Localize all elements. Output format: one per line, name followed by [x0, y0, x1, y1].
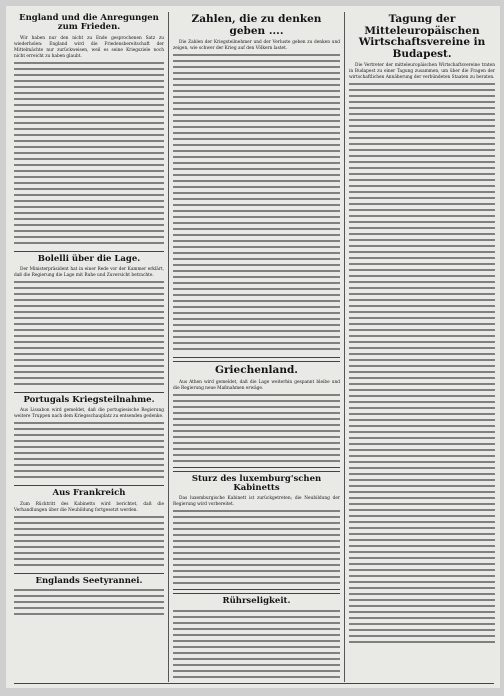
divider — [14, 573, 164, 574]
column-divider — [168, 12, 169, 682]
article-headline: Sturz des luxemburg'schen Kabinetts — [191, 473, 322, 493]
right-column — [349, 12, 495, 682]
article-paragraph: Aus Athen wird gemeldet, daß die Lage weiterhin gespannt bleibe und die Regierung neue Maßnahmen erwäge. — [173, 379, 340, 391]
article-paragraph: Der Ministerpräsident hat in einer Rede vor der Kammer erklärt, daß die Regierung die Lage mit Ruhe und Zuversicht betrachte. — [14, 267, 164, 279]
bottom-rule — [14, 683, 494, 684]
column-divider — [344, 12, 345, 682]
article-paragraph: Die Vertreter der mitteleuropäischen Wirtschaftsvereine traten in Budapest zu einer Tagung zusammen, um über die Fragen der wirtschaftlichen Annäherung der verbündeten Staaten zu beraten. — [349, 63, 495, 81]
article-body-text — [349, 83, 495, 643]
article-paragraph: Zum Rücktritt des Kabinetts wird berichtet, daß die Verhandlungen über die Neubildung fortgesetzt werden. — [14, 501, 164, 513]
divider — [14, 392, 164, 393]
divider — [14, 251, 164, 252]
article-headline: Englands Seetyrannei. — [35, 575, 143, 586]
divider — [173, 357, 340, 362]
newspaper-page — [6, 6, 500, 688]
article-headline: Rührseligkeit. — [222, 596, 291, 607]
left-column — [14, 12, 164, 682]
article-headline: England und die Anregungen zum Frieden. — [19, 13, 159, 33]
article-body-text — [173, 54, 340, 354]
article-paragraph: Wir haben nur den nicht zu Ende gesprochenen Satz zu wiederholen: England wird die Friedensbereitschaft der Mittelmächte nur zurückweisen, weil es seine Kriegsziele noch nicht erreicht zu haben glaubt. — [14, 35, 164, 59]
divider — [173, 467, 340, 472]
article-paragraph: Die Zahlen der Kriegsteilnehmer und der Verluste geben zu denken und zeigen, wie schwer der Krieg auf den Völkern lastet. — [173, 40, 340, 52]
article-paragraph: Das luxemburgische Kabinett ist zurückgetreten; die Neubildung der Regierung wird vorbereitet. — [173, 496, 340, 508]
article-headline: Zahlen, die zu denken geben .... — [191, 13, 322, 37]
article-headline: Aus Frankreich — [52, 488, 126, 499]
article-body-text — [14, 281, 164, 389]
article-body-text — [173, 510, 340, 586]
article-body-text — [14, 589, 164, 619]
article-body-text — [173, 394, 340, 464]
article-headline: Portugals Kriegsteilnahme. — [23, 395, 155, 406]
article-body-text — [14, 62, 164, 248]
article-headline: Tagung der Mitteleuropäischen Wirtschaftsvereine in Budapest. — [358, 13, 486, 60]
middle-column — [173, 12, 340, 682]
article-body-text — [14, 516, 164, 570]
article-headline: Griechenland. — [215, 364, 298, 377]
article-headline: Bolelli über die Lage. — [37, 253, 141, 264]
article-paragraph: Aus Lissabon wird gemeldet, daß die portugiesische Regierung weitere Truppen nach dem Kriegsschauplatz zu entsenden gedenke. — [14, 408, 164, 420]
divider — [14, 485, 164, 486]
article-body-text — [14, 422, 164, 482]
divider — [173, 589, 340, 594]
article-body-text — [173, 610, 340, 682]
